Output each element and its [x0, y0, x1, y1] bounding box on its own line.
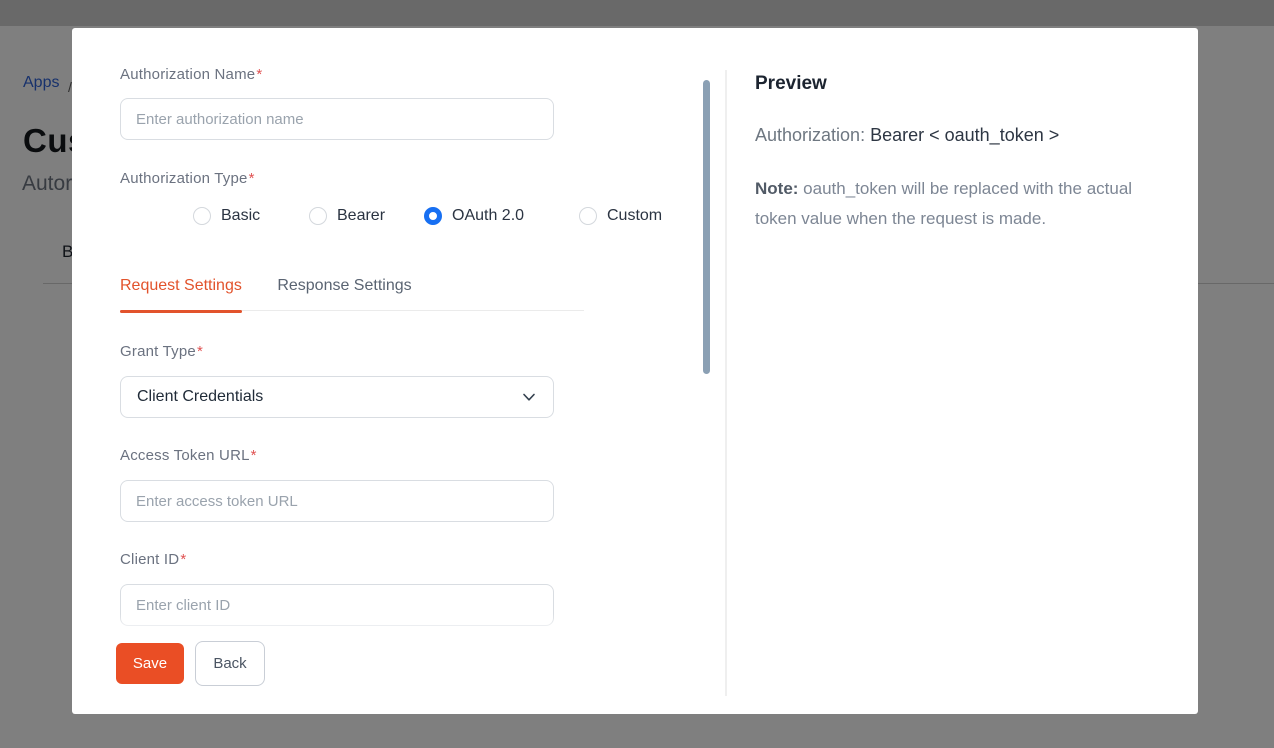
- authorization-name-input[interactable]: [120, 98, 554, 140]
- client-id-label: [120, 551, 186, 568]
- authorization-type-label-text: Authorization Type: [120, 170, 248, 187]
- chevron-down-icon: [521, 389, 537, 405]
- authorization-type-options: [72, 207, 712, 231]
- radio-bearer[interactable]: [309, 207, 385, 225]
- radio-custom-label: Custom: [607, 207, 663, 224]
- radio-basic-circle-icon: [193, 207, 211, 225]
- required-asterisk: *: [250, 447, 257, 464]
- required-asterisk: *: [180, 551, 187, 568]
- required-asterisk: *: [196, 343, 203, 360]
- authorization-name-label: [120, 66, 262, 83]
- required-asterisk: *: [256, 66, 263, 83]
- authorization-form: [72, 28, 712, 636]
- radio-oauth2-selected-icon: [424, 207, 442, 225]
- access-token-url-input[interactable]: [120, 480, 554, 522]
- settings-tabs: [120, 271, 584, 311]
- preview-note-text: oauth_token will be replaced with the actual token value when the request is made.: [755, 179, 1133, 228]
- tab-request-settings[interactable]: Request Settings: [120, 271, 242, 311]
- radio-bearer-label: Bearer: [337, 207, 386, 224]
- radio-custom-circle-icon: [579, 207, 597, 225]
- vertical-divider: [725, 70, 727, 696]
- radio-basic[interactable]: [193, 207, 260, 225]
- preview-note-label: Note:: [755, 179, 799, 198]
- preview-title: Preview: [755, 73, 827, 94]
- radio-oauth2-label: OAuth 2.0: [452, 207, 525, 224]
- preview-authorization-label: Authorization:: [755, 125, 866, 145]
- access-token-url-label: [120, 447, 257, 464]
- back-button[interactable]: Back: [195, 641, 265, 686]
- grant-type-label-text: Grant Type: [120, 343, 196, 360]
- grant-type-label: [120, 343, 203, 360]
- radio-oauth2[interactable]: [424, 207, 524, 225]
- radio-custom[interactable]: [579, 207, 662, 225]
- save-button[interactable]: Save: [116, 643, 184, 684]
- grant-type-select[interactable]: [120, 376, 554, 418]
- preview-authorization-value: Bearer < oauth_token >: [870, 125, 1060, 145]
- authorization-type-label: [120, 170, 255, 187]
- radio-bearer-circle-icon: [309, 207, 327, 225]
- radio-basic-label: Basic: [221, 207, 261, 224]
- modal-footer: [72, 641, 712, 691]
- access-token-url-label-text: Access Token URL: [120, 447, 250, 464]
- form-scrollbar-thumb[interactable]: [703, 80, 710, 374]
- preview-authorization-line: [755, 125, 1059, 146]
- tab-response-settings[interactable]: Response Settings: [277, 277, 412, 294]
- client-id-label-text: Client ID: [120, 551, 180, 568]
- authorization-modal: [72, 28, 1198, 714]
- grant-type-selected-value: Client Credentials: [137, 388, 264, 405]
- authorization-name-label-text: Authorization Name: [120, 66, 256, 83]
- required-asterisk: *: [248, 170, 255, 187]
- client-id-input[interactable]: [120, 584, 554, 626]
- preview-note: [755, 174, 1135, 234]
